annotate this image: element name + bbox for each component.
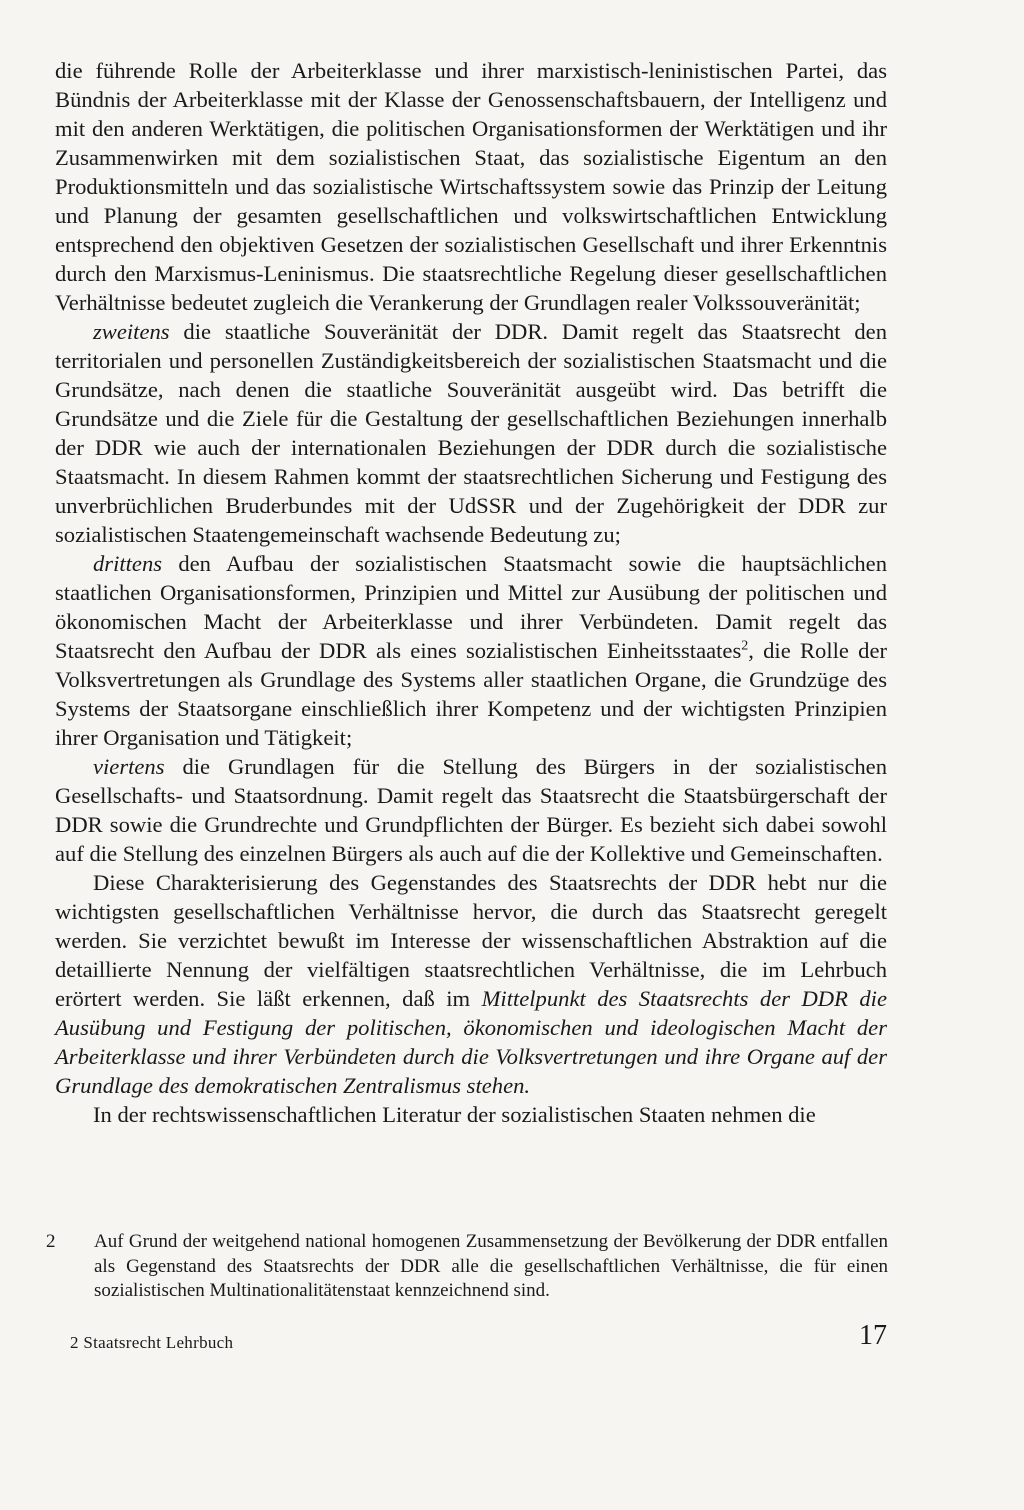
paragraph-3-text-b: , die Rolle der Volksvertretungen als Grundlage des Systems aller staatlichen Organe, die Grundzüge des Systems der Staatsorgane einschließlich ihrer Kompetenz und der wichtigsten Prinzipien ihrer Organisation und Tätigkeit; [55, 638, 888, 750]
paragraph-2-text: die staatliche Souveränität der DDR. Damit regelt das Staatsrecht den territorialen und personellen Zuständigkeitsbereich der sozialistischen Staatsmacht und die Grundsätze, nach denen die staatliche Souveränität ausgeübt wird. Das betrifft die Grundsätze und die Ziele für die Gestaltung der gesellschaftlichen Beziehungen innerhalb der DDR wie auch der internationalen Beziehungen der DDR durch die sozialistische Staatsmacht. In diesem Rahmen kommt der staatsrechtlichen Sicherung und Festigung des unverbrüchlichen Bruderbundes mit der UdSSR und der Zugehörigkeit der DDR zur sozialistischen Staatengemeinschaft wachsende Bedeutung zu; [55, 319, 887, 547]
running-footer: 2 Staatsrecht Lehrbuch [70, 1333, 234, 1352]
paragraph-3 [55, 549, 887, 752]
keyword-zweitens: zweitens [93, 319, 170, 344]
paragraph-3-text-a: den Aufbau der sozialistischen Staatsmacht sowie die hauptsächlichen staatlichen Organisationsformen, Prinzipien und Mittel zur Ausübung der politischen und ökonomischen Macht der Arbeiterklasse und ihrer Verbündeten. Damit regelt das Staatsrecht den Aufbau der DDR als eines sozialistischen Einheitsstaates [55, 551, 887, 663]
paragraph-6: In der rechtswissenschaftlichen Literatur der sozialistischen Staaten nehmen die [93, 1102, 816, 1127]
paragraph-1: die führende Rolle der Arbeiterklasse und ihrer marxistisch-leninistischen Partei, das Bündnis der Arbeiterklasse mit der Klasse der Genossenschaftsbauern, der Intelligenz und mit den anderen Werktätigen, die politischen Organisationsformen der Werktätigen und ihr Zusammenwirken mit dem sozialistischen Staat, das sozialistische Eigentum an den Produktionsmitteln und das sozialistische Wirtschaftssystem sowie das Prinzip der Leitung und Planung der gesamten gesellschaftlichen und volkswirtschaftlichen Entwicklung entsprechend den objektiven Gesetzen der sozialistischen Gesellschaft und ihrer Erkenntnis durch den Marxismus-Leninismus. Die staatsrechtliche Regelung dieser gesellschaftlichen Verhältnisse bedeutet zugleich die Verankerung der Grundlagen realer Volkssouveränität; [55, 58, 887, 315]
page-number: 17 [859, 1320, 887, 1351]
footnote-ref: 2 [741, 638, 749, 654]
footnote-number: 2 [46, 1231, 56, 1252]
keyword-viertens: viertens [93, 754, 165, 779]
paragraph-5-text: Diese Charakterisierung des Gegenstandes des Staatsrechts der DDR hebt nur die wichtigsten gesellschaftlichen Verhältnisse hervor, die durch das Staatsrecht geregelt werden. Sie verzichtet bewußt im Interesse der wissenschaftlichen Abstraktion auf die detaillierte Nennung der vielfältigen staatsrechtlichen Verhältnisse, die im Lehrbuch erörtert werden. Sie läßt erkennen, daß im [55, 870, 887, 1011]
paragraph-5-italic: Mittelpunkt des Staatsrechts der DDR die Ausübung und Festigung der politischen, ökonomischen und ideologischen Macht der Arbeiterklasse und ihrer Verbündeten durch die Volksvertretungen und ihre Organe auf der Grundlage des demokratischen Zentralismus stehen. [55, 986, 887, 1098]
footnote-text: Auf Grund der weitgehend national homogenen Zusammensetzung der Bevölkerung der DDR entfallen als Gegenstand des Staatsrechts der DDR alle die gesellschaftlichen Verhältnisse, die für einen sozialistischen Multinationalitätenstaat kennzeichnend sind. [94, 1231, 888, 1301]
paragraph-4 [55, 752, 887, 868]
paragraph-4-text: die Grundlagen für die Stellung des Bürgers in der sozialistischen Gesellschafts- und Staatsordnung. Damit regelt das Staatsrecht die Staatsbürgerschaft der DDR sowie die Grundrechte und Grundpflichten der Bürger. Es bezieht sich dabei sowohl auf die Stellung des einzelnen Bürgers als auch auf die der Kollektive und Gemeinschaften. [55, 754, 887, 866]
paragraph-5 [55, 868, 887, 1100]
footnote [46, 1230, 888, 1304]
paragraph-2 [55, 317, 887, 549]
keyword-drittens: drittens [93, 551, 163, 576]
body-text [55, 56, 887, 1129]
